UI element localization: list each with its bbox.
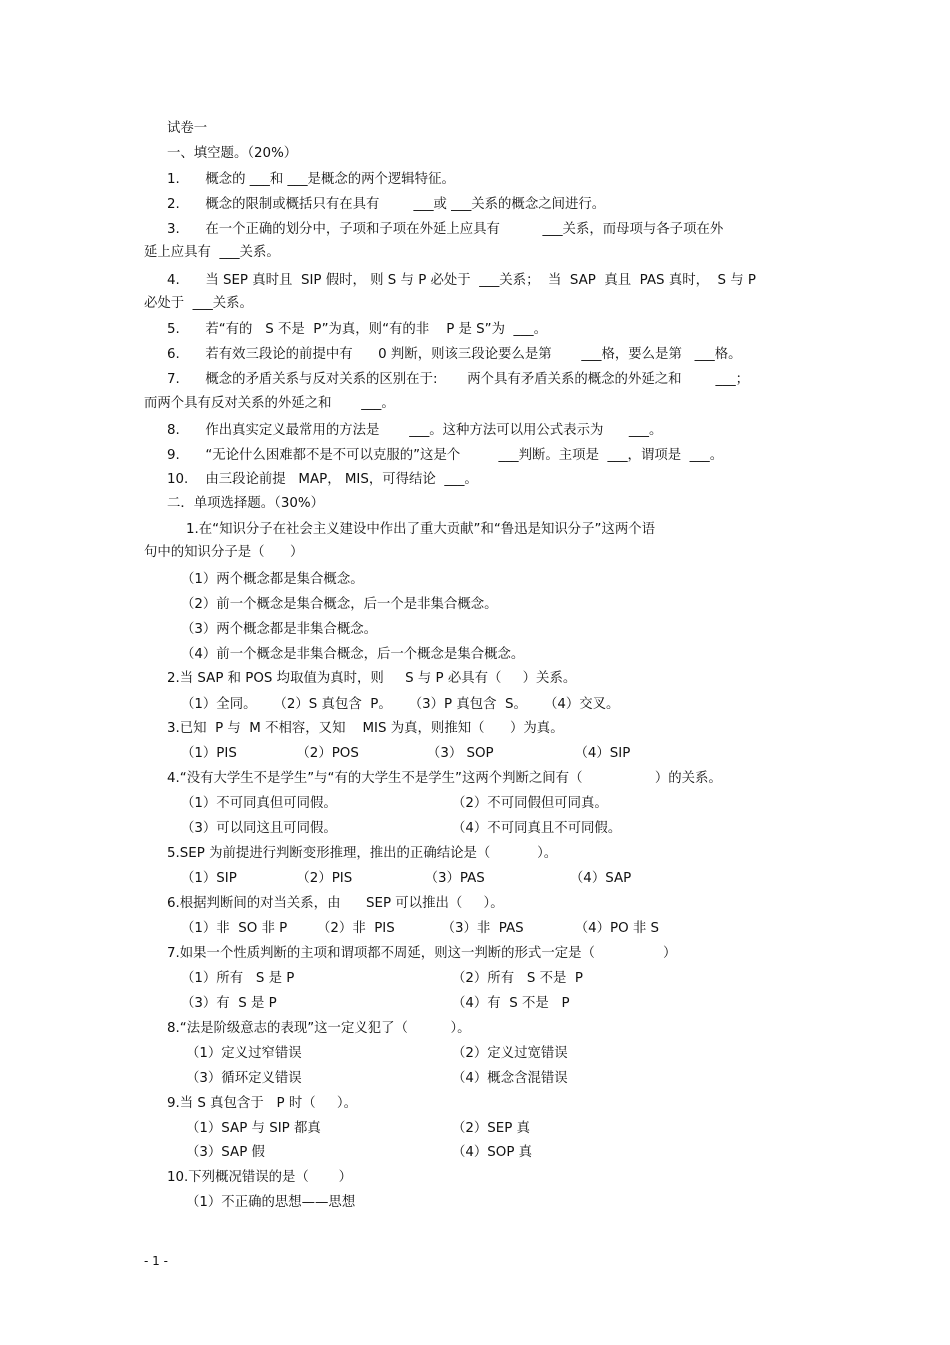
fill-blank-9: 9. “无论什么困难都不是不可以克服的”这是个 ___判断。主项是 ___，谓项是 ___。 [167,448,724,463]
section-2-heading: 二．单项选择题。（30%） [167,496,324,511]
choice-q9-option-2: （2）SEP 真 [452,1121,530,1136]
choice-q8-option-2: （2）定义过宽错误 [452,1046,568,1061]
choice-q6: 6.根据判断间的对当关系，由 SEP 可以推出（ ）。 [167,896,504,911]
choice-q4-option-3: （3）可以同这且可同假。 [181,821,337,836]
choice-q4-option-2: （2）不可同假但可同真。 [452,796,608,811]
choice-q5-options: （1）SIP （2）PIS （3）PAS （4）SAP [181,871,632,886]
choice-q7-option-4: （4）有 S 不是 P [452,996,570,1011]
fill-blank-4-cont: 必处于 ___关系。 [144,296,253,311]
exam-title: 试卷一 [167,121,208,136]
choice-q1-cont: 句中的知识分子是（ ） [144,545,304,560]
fill-blank-4: 4. 当 SEP 真时且 SIP 假时， 则 S 与 P 必处于 ___关系； 当 SAP 真且 PAS 真时， S 与 P [167,273,756,288]
fill-blank-5: 5. 若“有的 S 不是 P”为真，则“有的非 P 是 S”为 ___。 [167,322,547,337]
choice-q8: 8.“法是阶级意志的表现”这一定义犯了（ ）。 [167,1021,471,1036]
choice-q8-option-3: （3）循环定义错误 [186,1071,302,1086]
fill-blank-8: 8. 作出真实定义最常用的方法是 ___。这种方法可以用公式表示为 ___。 [167,423,663,438]
choice-q9-option-3: （3）SAP 假 [186,1145,265,1160]
fill-blank-10: 10. 由三段论前提 MAP， MIS，可得结论 ___。 [167,472,478,487]
fill-blank-7-cont: 而两个具有反对关系的外延之和 ___。 [144,396,395,411]
choice-q3-options: （1）PIS （2）POS （3） SOP （4）SIP [181,746,631,761]
choice-q7: 7.如果一个性质判断的主项和谓项都不周延，则这一判断的形式一定是（ ） [167,946,677,961]
choice-q2-options: （1）全同。 （2）S 真包含 P。 （3）P 真包含 S。 （4）交叉。 [181,697,620,712]
choice-q8-option-1: （1）定义过窄错误 [186,1046,302,1061]
choice-q10: 10.下列概况错误的是（ ） [167,1170,352,1185]
fill-blank-2: 2. 概念的限制或概括只有在具有 ___或 ___关系的概念之间进行。 [167,197,606,212]
choice-q1-option-4: （4）前一个概念是非集合概念，后一个概念是集合概念。 [181,647,525,662]
choice-q9: 9.当 S 真包含于 P 时（ ）。 [167,1096,357,1111]
choice-q1-option-3: （3）两个概念都是非集合概念。 [181,622,377,637]
choice-q8-option-4: （4）概念含混错误 [452,1071,568,1086]
choice-q1-option-1: （1）两个概念都是集合概念。 [181,572,364,587]
page-number: - 1 - [144,1254,168,1268]
choice-q9-option-4: （4）SOP 真 [452,1145,533,1160]
choice-q1: 1.在“知识分子在社会主义建设中作出了重大贡献”和“鲁迅是知识分子”这两个语 [186,522,656,537]
choice-q3: 3.已知 P 与 M 不相容，又知 MIS 为真，则推知（ ）为真。 [167,721,564,736]
choice-q7-option-2: （2）所有 S 不是 P [452,971,583,986]
fill-blank-1: 1. 概念的 ___和 ___是概念的两个逻辑特征。 [167,172,455,187]
section-1-heading: 一、填空题。（20%） [167,146,298,161]
choice-q5: 5.SEP 为前提进行判断变形推理，推出的正确结论是（ ）。 [167,846,558,861]
fill-blank-7: 7. 概念的矛盾关系与反对关系的区别在于: 两个具有矛盾关系的概念的外延之和 ___； [167,372,750,387]
fill-blank-3: 3. 在一个正确的划分中，子项和子项在外延上应具有 ___关系，而母项与各子项在外 [167,222,724,237]
choice-q9-option-1: （1）SAP 与 SIP 都真 [186,1121,321,1136]
choice-q6-options: （1）非 SO 非 P （2）非 PIS （3）非 PAS （4）PO 非 S [181,921,660,936]
choice-q4-option-4: （4）不可同真且不可同假。 [452,821,622,836]
fill-blank-6: 6. 若有效三段论的前提中有 0 判断，则该三段论要么是第 ___格，要么是第 ___格。 [167,347,742,362]
choice-q7-option-3: （3）有 S 是 P [181,996,277,1011]
choice-q4: 4.“没有大学生不是学生”与“有的大学生不是学生”这两个判断之间有（ ）的关系。 [167,771,722,786]
choice-q1-option-2: （2）前一个概念是集合概念，后一个是非集合概念。 [181,597,498,612]
fill-blank-3-cont: 延上应具有 ___关系。 [144,245,280,260]
choice-q4-option-1: （1）不可同真但可同假。 [181,796,337,811]
choice-q7-option-1: （1）所有 S 是 P [181,971,295,986]
choice-q10-option-1: （1）不正确的思想——思想 [186,1195,356,1210]
choice-q2: 2.当 SAP 和 POS 均取值为真时，则 S 与 P 必具有（ ）关系。 [167,671,577,686]
